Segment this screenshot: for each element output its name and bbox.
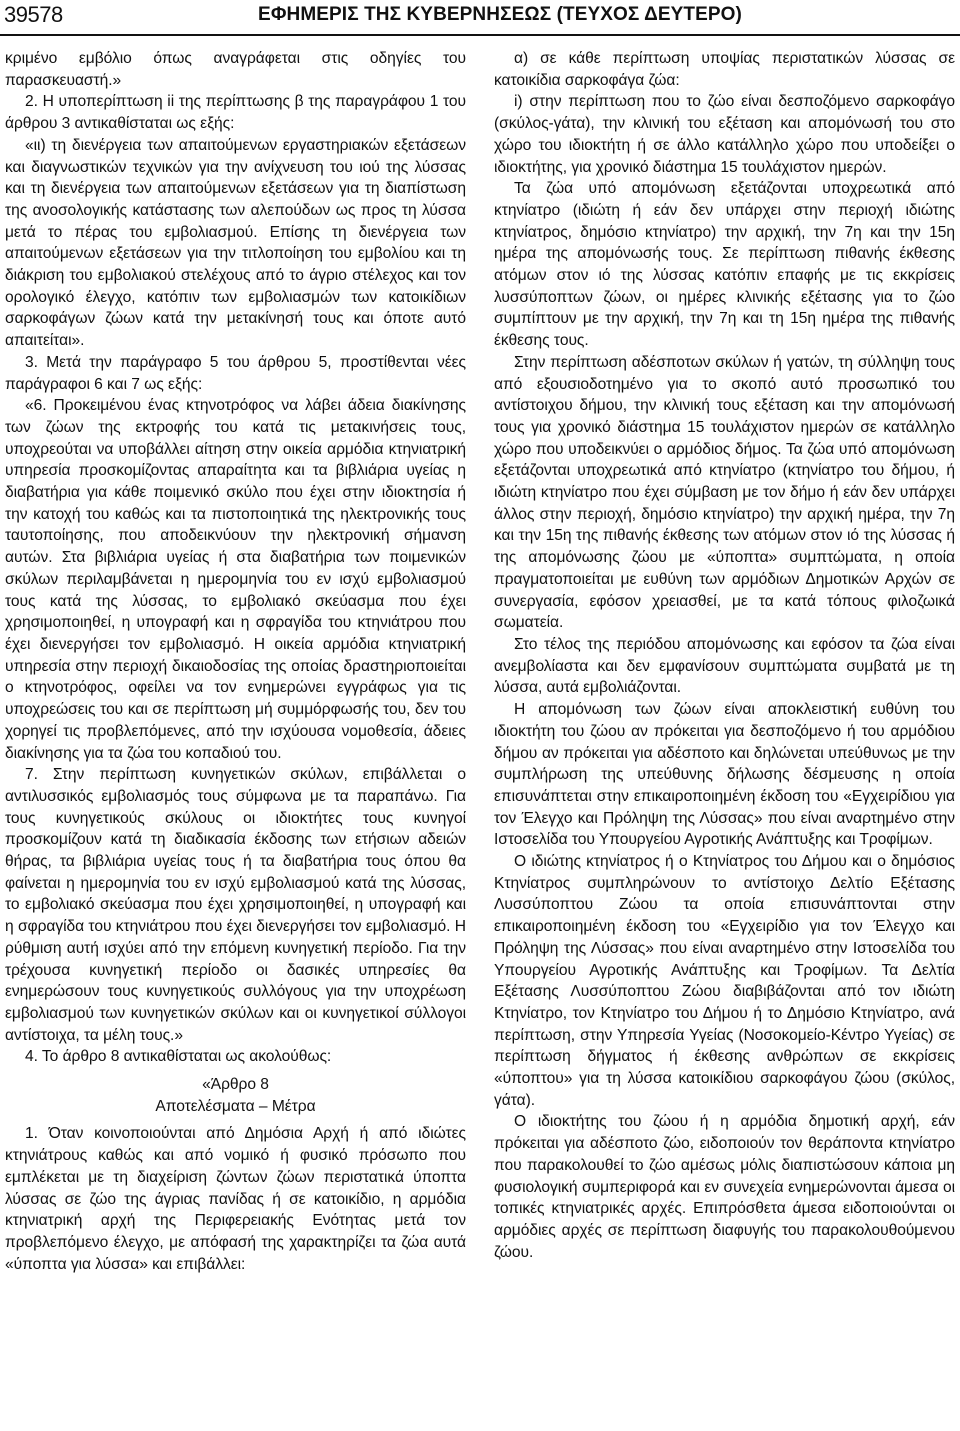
paragraph: α) σε κάθε περίπτωση υποψίας περιστατικών λύσσας σε κατοικίδια σαρκοφάγα ζώα:	[494, 50, 955, 89]
paragraph: «ιι) τη διενέργεια των απαιτούμενων εργαστηριακών εξετάσεων και διαγνωστικών τεχνικών για την ανίχνευση του ιού της λύσσας και τη διενέργεια των απαιτούμενων εξετάσεων για τη διαπίστωση της ανοσολογικής κατάστασης των αλεπούδων ως προς τη λύσσα μετά το πέρας του εμβολιασμού. Επίσης τη διενέργεια των απαιτούμενων εξετάσεων για την τιτλοποίηση του εμβολίου και τη διάκριση του εμβολιακού στελέχους από το άγριο στέλεχος και τον ορολογικό έλεγχο, κατόπιν των εμβολιασμών των κατοικίδιων σαρκοφάγων ζώων κατά την μετακίνησή τους και όποτε αυτό απαιτείται».	[5, 136, 466, 350]
paragraph: Ο ιδιώτης κτηνίατρος ή ο Κτηνίατρος του Δήμου και ο δημόσιος Κτηνίατρος συμπληρώνουν το αντίστοιχο Δελτίο Εξέτασης Λυσσύποπτου Ζώου τα οποία επισυνάπτονται στην επικαιροποιημένη έκδοση του «Εγχειρίδιο για τον Έλεγχο και Πρόληψη της Λύσσας» που είναι αναρτημένο στην Ιστοσελίδα του Υπουργείου Αγροτικής Ανάπτυξης και Τροφίμων. Τα Δελτία Εξέτασης Λυσσύποπτου Ζώου διαβιβάζονται από τον ιδιώτη Κτηνίατρο, τον Κτηνίατρο του Δήμου ή το Δημόσιο Κτηνίατρο, ανά περίπτωση, στην Υπηρεσία Υγείας (Νοσοκομείο-Κέντρο Υγείας) σε περίπτωση δήγματος ή έκθεσης ανθρώπων σε εκκρίσεις «ύποπτου» για τη λύσσα κατοικίδιου σαρκοφάγου ζώου (σκύλος, γάτα).	[494, 853, 955, 1109]
paragraph: i) στην περίπτωση που το ζώο είναι δεσποζόμενο σαρκοφάγο (σκύλος-γάτα), την κλινική του εξέταση και απομόνωσή του στο χώρο του ιδιοκτήτη ή σε άλλο κατάλληλο χώρο που υποδείξει ο ιδιοκτήτης, για χρονικό διάστημα 15 τουλάχιστον ημερών.	[494, 93, 955, 176]
page-number: 39578	[4, 2, 63, 27]
paragraph: 7. Στην περίπτωση κυνηγετικών σκύλων, επιβάλλεται ο αντιλυσσικός εμβολιασμός τους σύμφωνα με τα παραπάνω. Για τους κυνηγετικούς σκύλους οι ιδιοκτήτες τους κυνηγοί προσκομίζουν κατά τη διαδικασία έκδοσης των ετήσιων αδειών θήρας, τα βιβλιάρια υγείας τους ή τα διαβατήρια τους όπου θα φαίνεται η ημερομηνία του εν ισχύ εμβολιασμού κατά της λύσσας, το εμβολιακό σκεύασμα που έχει χρησιμοποιηθεί, η υπογραφή και η σφραγίδα του κτηνιάτρου που έχει διενεργήσει τον εμβολιασμό. Η ρύθμιση αυτή ισχύει από την επόμενη κυνηγετική περίοδο. Για την τρέχουσα κυνηγετική περίοδο οι δασικές υπηρεσίες θα ενημερώσουν τους κυνηγετικούς συλλόγους για την υποχρέωση εμβολιασμού των κυνηγετικών σκύλων και οι κυνηγετικοί σύλλογοι αντίστοιχα, τα μέλη τους.»	[5, 766, 466, 1044]
paragraph: «6. Προκειμένου ένας κτηνοτρόφος να λάβει άδεια διακίνησης των ζώων της εκτροφής του κατά τις μετακινήσεις τους, υποχρεούται να υποβάλλει αίτηση στην οικεία αρμόδια κτηνιατρική υπηρεσία προσκομίζοντας απαραίτητα και τα βιβλιάρια υγείας η διαβατήρια για κάθε ποιμενικό σκύλο που έχει στην ιδιοκτησία ή την κατοχή του καθώς και τα πιστοποιητικά της ηλεκτρονικής τους ταυτοποίησης, που αποδεικνύουν την ηλεκτρονική σήμανση αυτών. Στα βιβλιάρια υγείας ή στα διαβατήρια των ποιμενικών σκύλων περιλαμβάνεται η ημερομηνία του εν ισχύ εμβολιασμού τους κατά της λύσσας, το εμβολιακό σκεύασμα που έχει χρησιμοποιηθεί, η υπογραφή και η σφραγίδα του κτηνιάτρου που έχει διενεργήσει τον εμβολιασμό. Η οικεία αρμόδια κτηνιατρική υπηρεσία στην περιοχή δικαιοδοσίας της οποίας δραστηριοποιείται ο κτηνοτρόφος, οφείλει να τον ενημερώνει εγγράφως για τις υποχρεώσεις του και σε περίπτωση μή συμμόρφωσής του, δεν του χορηγεί τις προβλεπόμενες, από την ισχύουσα νομοθεσία, άδειες διακίνησης για τα ζώα του κοπαδιού του.	[5, 397, 466, 762]
paragraph: Η απομόνωση των ζώων είναι αποκλειστική ευθύνη του ιδιοκτήτη του ζώου αν πρόκειται για δεσποζόμενο ή του αρμόδιου δήμου αν πρόκειται για αδέσποτο και δηλώνεται υπεύθυνως με την συμπλήρωση της υπεύθυνης δήλωσης δέσμευσης η οποία επισυνάπτεται στην επικαιροποιημένη έκδοση του «Εγχειρίδιου για τον Έλεγχο και Πρόληψη της Λύσσας» που είναι αναρτημένο στην Ιστοσελίδα του Υπουργείου Αγροτικής Ανάπτυξης και Τροφίμων.	[494, 701, 955, 849]
paragraph: 2. Η υποπερίπτωση ii της περίπτωσης β της παραγράφου 1 του άρθρου 3 αντικαθίσταται ως εξής:	[5, 93, 466, 133]
page-header	[0, 0, 960, 38]
paragraph: Στο τέλος της περιόδου απομόνωσης και εφόσον τα ζώα είναι ανεμβολίαστα και δεν εμφανίσουν συμπτώματα συμβατά με τη λύσσα, αυτά εμβολιάζονται.	[494, 635, 955, 697]
article-title: «Άρθρο 8	[202, 1076, 269, 1094]
right-column	[494, 48, 955, 1263]
paragraph: Τα ζώα υπό απομόνωση εξετάζονται υποχρεωτικά από κτηνίατρο (ιδιώτη ή εάν δεν υπάρχει στην περιοχή ιδιώτης κτηνίατρος, δημόσιο κτηνίατρο) την αρχική, την 7η και την 15η ημέρα της απομόνωσής τους. Σε περίπτωση πιθανής έκθεσης ατόμων στον ιό της λύσσας κατόπιν επαφής με τις εκκρίσεις λυσσύποπτων ζώων, οι ημέρες κλινικής εξέτασης για το ζώο συμπίπτουν με την αρχική, την 7η και τη 15η ημέρα της πιθανής έκθεσης τους.	[494, 180, 955, 350]
left-column	[5, 48, 466, 1275]
paragraph: 3. Μετά την παράγραφο 5 του άρθρου 5, προστίθενται νέες παράγραφοι 6 και 7 ως εξής:	[5, 353, 466, 393]
paragraph: Ο ιδιοκτήτης του ζώου ή η αρμόδια δημοτική αρχή, εάν πρόκειται για αδέσποτο ζώο, ειδοποιούν τον θεράποντα κτηνίατρο που παρακολουθεί το ζώο αμέσως μόλις διαπιστώσουν κάποια μη φυσιολογική συμπεριφορά και εν συνεχεία ενημερώνονται άμεσα οι τοπικές κτηνιατρικές αρχές. Επιπρόσθετα άμεσα ειδοποιούνται οι αρμόδιες αρχές σε περίπτωση διαφυγής του παρακολουθούμενου ζώου.	[494, 1113, 955, 1261]
header-divider	[0, 34, 960, 36]
paragraph: 4. Το άρθρο 8 αντικαθίσταται ως ακολούθως:	[25, 1048, 332, 1066]
paragraph: κριμένο εμβόλιο όπως αναγράφεται στις οδηγίες του παρασκευαστή.»	[5, 50, 466, 89]
paragraph: 1. Όταν κοινοποιούνται από Δημόσια Αρχή ή από ιδιώτες κτηνιάτρους καθώς και από νομικό ή φυσικό πρόσωπο που εμπλέκεται με τη διαχείριση ζώντων ζώων περιστατικά ύποπτα λύσσας σε ζώο της άγριας πανίδας ή σε κατοικίδιο, η αρμόδια κτηνιατρική αρχή της Περιφερειακής Ενότητας μετά τον προβλεπόμενο έλεγχο, με απόφασή της χαρακτηρίζει τα ζώα αυτά «ύποπτα για λύσσα» και επιβάλλει:	[5, 1125, 466, 1273]
article-subtitle: Αποτελέσματα – Μέτρα	[155, 1097, 316, 1115]
journal-title: ΕΦΗΜΕΡΙΣ ΤΗΣ ΚΥΒΕΡΝΗΣΕΩΣ (ΤΕΥΧΟΣ ΔΕΥΤΕΡΟ)	[258, 4, 742, 25]
paragraph: Στην περίπτωση αδέσποτων σκύλων ή γατών, τη σύλληψη τους από εξουσιοδοτημένο για το σκοπό αυτό προσωπικό του αντίστοιχου δήμου, την κλινική τους εξέταση και την απομόνωσή τους για χρονικό διάστημα 15 τουλάχιστον ημερών σε κατάλληλο χώρο που υποδεικνύει ο αρμόδιος δήμος. Τα ζώα υπό απομόνωση εξετάζονται υποχρεωτικά από κτηνίατρο (κτηνίατρο του δήμου, ή ιδιώτη κτηνίατρο που έχει σύμβαση με τον δήμο ή εάν δεν υπάρχει άλλος στην περιοχή, δημόσιο κτηνίατρο) την αρχική ημέρα, την 7η και την 15η της πιθανής έκθεσης των ατόμων στον ιό της λύσσας ή της απομόνωσης ζώου με «ύποπτα» συμπτώματα, η οποία πραγματοποιείται με ευθύνη των αρμόδιων Δημοτικών Αρχών σε συνεργασία, εφόσον χρειασθεί, με τα κατά τόπους φιλοζωικά σωματεία.	[494, 353, 955, 632]
